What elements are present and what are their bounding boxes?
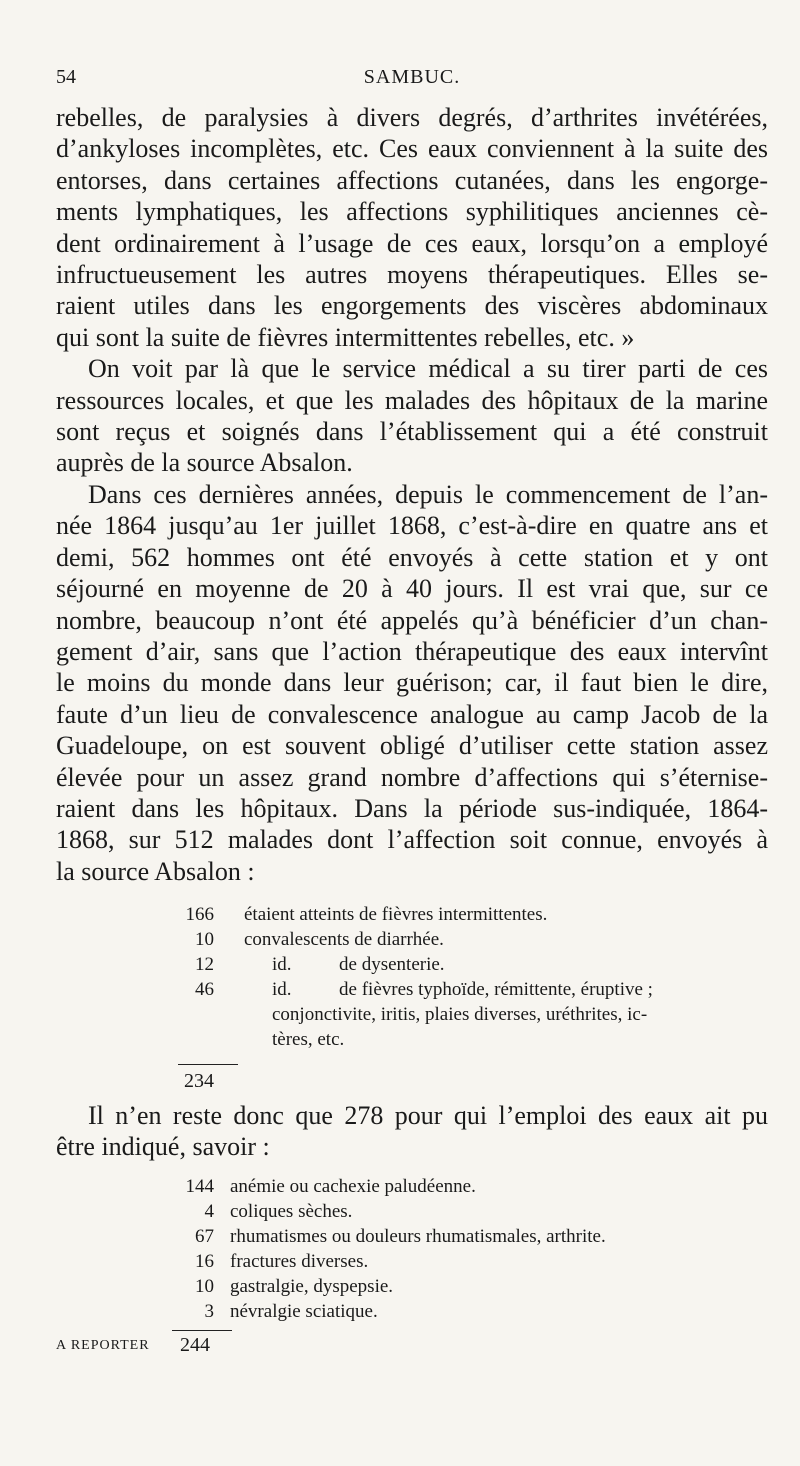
- text-line: séjourné en moyenne de 20 à 40 jours. Il est vrai que, sur ce: [56, 574, 768, 604]
- list-text: conjonctivite, iritis, plaies diverses, uréthrites, ic-: [272, 1004, 648, 1025]
- text-line: ressources locales, et que les malades des hôpitaux de la marine: [56, 385, 768, 415]
- affections-list-1: [160, 904, 760, 1064]
- text-line: dent ordinairement à l’usage de ces eaux, lorsqu’on a employé: [56, 228, 768, 258]
- paragraph-4: [56, 1100, 768, 1163]
- text-line: raient utiles dans les engorgements des viscères abdominaux: [56, 291, 768, 321]
- list-count: 67: [195, 1226, 214, 1247]
- list-text: névralgie sciatique.: [230, 1301, 378, 1322]
- text-line: née 1864 jusqu’au 1er juillet 1868, c’est-à-dire en quatre ans et: [56, 511, 768, 541]
- text-line: sont reçus et soignés dans l’établissement qui a été construit: [56, 417, 768, 447]
- page-number: 54: [56, 66, 76, 88]
- text-line: infructueusement les autres moyens thérapeutiques. Elles se-: [56, 260, 768, 290]
- list-text: étaient atteints de fièvres intermittentes.: [244, 904, 548, 925]
- text-line: gement d’air, sans que l’action thérapeutique des eaux intervînt: [56, 636, 768, 666]
- list-text: gastralgie, dyspepsie.: [230, 1276, 394, 1297]
- body-text-2: [56, 1100, 768, 1163]
- text-line: rebelles, de paralysies à divers degrés, d’arthrites invétérées,: [56, 103, 768, 132]
- text-line: d’ankyloses incomplètes, etc. Ces eaux conviennent à la suite des: [56, 134, 768, 164]
- text-line: ments lymphatiques, les affections syphilitiques anciennes cè-: [56, 197, 768, 227]
- affections-list-2: [160, 1176, 760, 1336]
- list-count: 3: [204, 1301, 214, 1322]
- text-line: demi, 562 hommes ont été envoyés à cette station et y ont: [56, 542, 768, 572]
- body-text: [56, 102, 768, 887]
- carry-forward-label: A REPORTER: [56, 1338, 150, 1353]
- list-count: 10: [195, 1276, 214, 1297]
- text-line: raient dans les hôpitaux. Dans la période sus-indiquée, 1864-: [56, 793, 768, 823]
- page-header: [56, 66, 768, 96]
- list-count: 46: [195, 979, 214, 1000]
- list-count: 166: [185, 904, 214, 925]
- list-text: id. de fièvres typhoïde, rémittente, éruptive ;: [272, 979, 653, 1000]
- paragraph-3: [56, 479, 768, 887]
- sum-rule: [172, 1330, 232, 1331]
- text-line: être indiqué, savoir :: [56, 1132, 270, 1162]
- text-line: faute d’un lieu de convalescence analogue au camp Jacob de la: [56, 699, 768, 729]
- list-text: rhumatismes ou douleurs rhumatismales, arthrite.: [230, 1226, 606, 1247]
- text-line: Il n’en reste donc que 278 pour qui l’emploi des eaux ait pu: [88, 1101, 768, 1130]
- list-text: tères, etc.: [272, 1029, 345, 1050]
- text-line: entorses, dans certaines affections cutanées, dans les engorge-: [56, 165, 768, 195]
- list-text: anémie ou cachexie paludéenne.: [230, 1176, 476, 1197]
- list-count: 12: [195, 954, 214, 975]
- list-total: 234: [184, 1070, 214, 1092]
- text-line: le moins du monde dans leur guérison; car, il faut bien le dire,: [56, 668, 768, 698]
- list-text: coliques sèches.: [230, 1201, 353, 1222]
- sum-rule: [178, 1064, 238, 1065]
- text-line: auprès de la source Absalon.: [56, 448, 353, 478]
- list-count: 144: [185, 1176, 214, 1197]
- text-line: élevée pour un assez grand nombre d’affections qui s’éternise-: [56, 762, 768, 792]
- running-title: SAMBUC.: [363, 66, 461, 88]
- text-line: 1868, sur 512 malades dont l’affection soit connue, envoyés à: [56, 825, 768, 855]
- list-text: id. de dysenterie.: [272, 954, 445, 975]
- text-line: qui sont la suite de fièvres intermittentes rebelles, etc. »: [56, 322, 635, 352]
- paragraph-2: [56, 353, 768, 479]
- list-text: convalescents de diarrhée.: [244, 929, 444, 950]
- text-line: Guadeloupe, on est souvent obligé d’utiliser cette station assez: [56, 731, 768, 761]
- list-total: 244: [180, 1334, 210, 1356]
- text-line: Dans ces dernières années, depuis le commencement de l’an-: [88, 479, 768, 509]
- list-count: 16: [195, 1251, 214, 1272]
- paragraph-1: [56, 102, 768, 353]
- text-line: nombre, beaucoup n’ont été appelés qu’à bénéficier d’un chan-: [56, 605, 768, 635]
- list-count: 4: [204, 1201, 214, 1222]
- text-line: On voit par là que le service médical a su tirer parti de ces: [88, 354, 768, 384]
- text-line: la source Absalon :: [56, 856, 255, 886]
- list-count: 10: [195, 929, 214, 950]
- list-text: fractures diverses.: [230, 1251, 369, 1272]
